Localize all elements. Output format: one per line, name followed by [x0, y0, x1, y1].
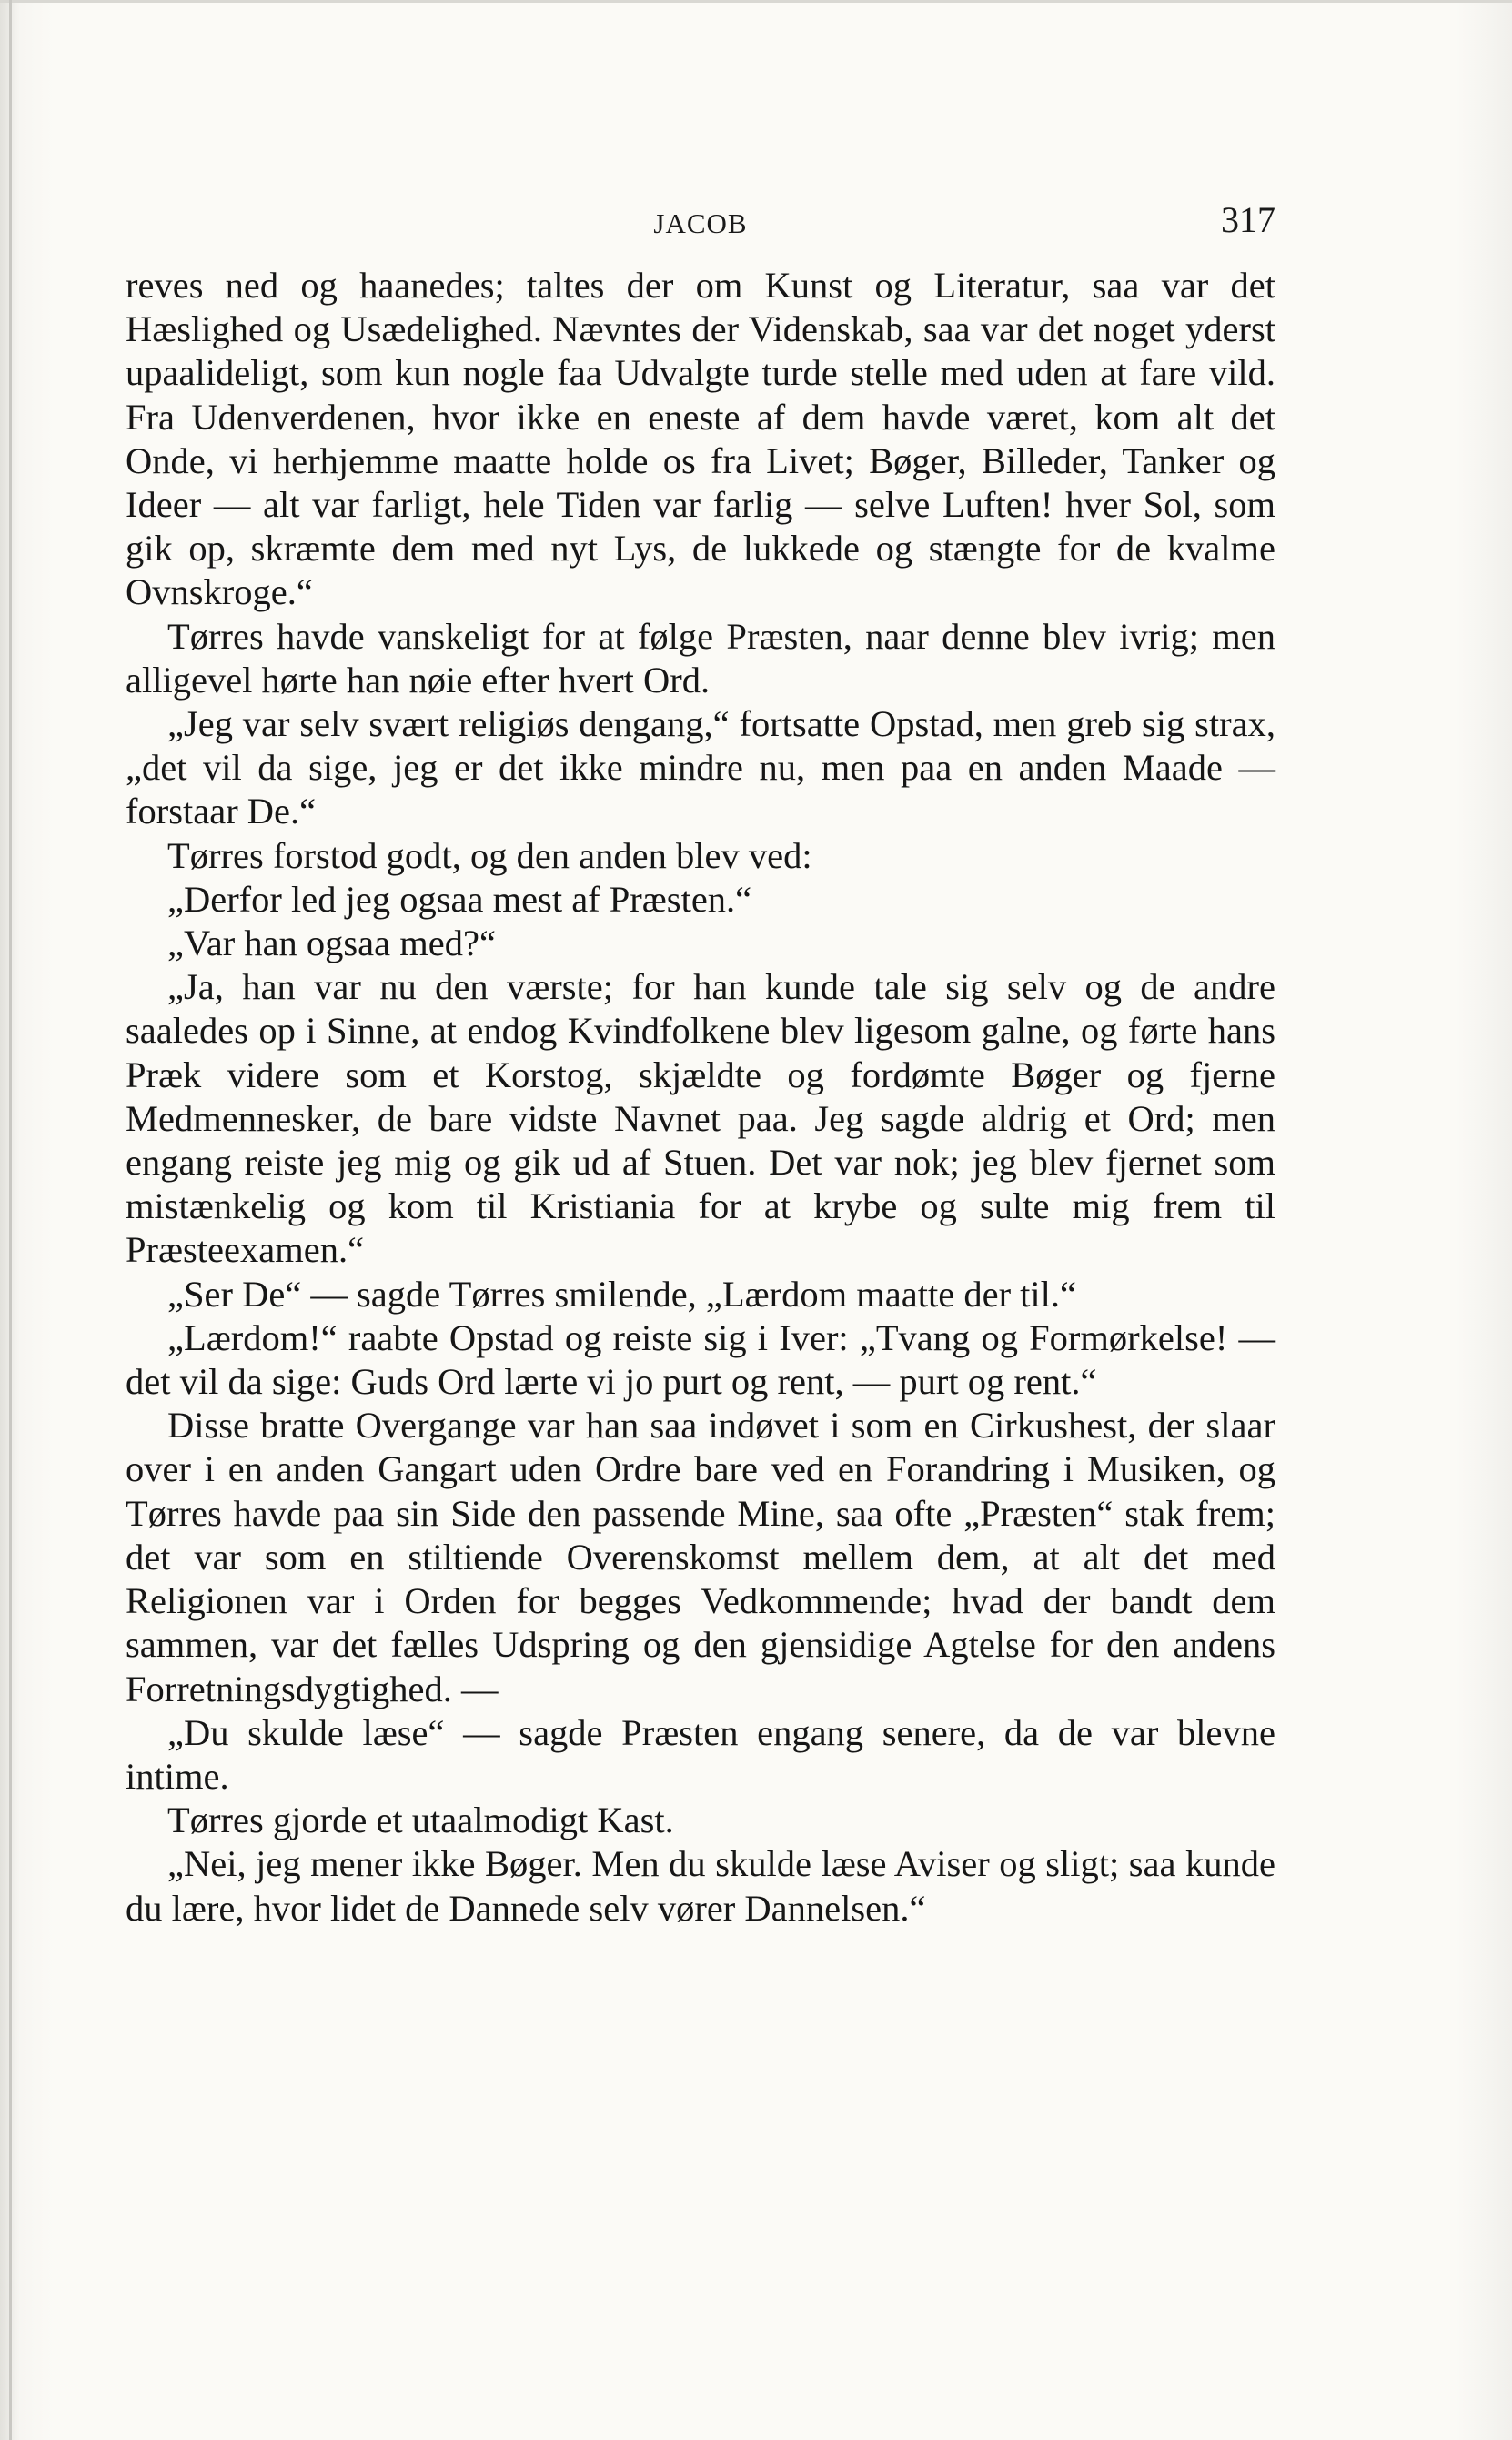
body-text — [126, 264, 1275, 1931]
paragraph: „Ser De“ — sagde Tørres smilende, „Lærdom maatte der til.“ — [167, 1273, 1077, 1315]
running-title: JACOB — [653, 207, 748, 239]
paragraph: Tørres forstod godt, og den anden blev ved: — [167, 834, 812, 876]
page-top-edge — [0, 0, 1512, 3]
paragraph: „Lærdom!“ raabte Opstad og reiste sig i Iver: „Tvang og Formørkelse! — det vil da sige: Guds Ord lærte vi jo purt og rent, — purt og rent.“ — [126, 1316, 1275, 1403]
paragraph: „Nei, jeg mener ikke Bøger. Men du skulde læse Aviser og sligt; saa kunde du lære, hvor lidet de Dannede selv vører Dannelsen.“ — [126, 1843, 1275, 1929]
page-header — [126, 198, 1275, 244]
paragraph: Tørres havde vanskeligt for at følge Præsten, naar denne blev ivrig; men alligevel hørte han nøie efter hvert Ord. — [126, 615, 1275, 701]
paragraph: „Du skulde læse“ — sagde Præsten engang senere, da de var blevne intime. — [126, 1711, 1275, 1797]
paragraph: „Jeg var selv svært religiøs dengang,“ fortsatte Opstad, men greb sig strax, „det vil da sige, jeg er det ikke mindre nu, men paa en anden Maade — forstaar De.“ — [126, 703, 1275, 832]
paragraph: „Derfor led jeg ogsaa mest af Præsten.“ — [167, 878, 752, 920]
paragraph: Tørres gjorde et utaalmodigt Kast. — [167, 1800, 674, 1841]
paragraph: Disse bratte Overgange var han saa indøvet i som en Cirkushest, der slaar over i en anden Gangart uden Ordre bare ved en Forandring i Musiken, og Tørres havde paa sin Side den passende Mine, saa ofte „Præsten“ stak frem; det var som en stiltiende Overenskomst mellem dem, at alt det med Religionen var i Orden for begges Vedkommende; hvad der bandt dem sammen, var det fælles Udspring og den gjensidige Agtelse for den andens Forretningsdygtighed. — — [126, 1405, 1275, 1709]
page-left-edge — [9, 0, 12, 2440]
paragraph: reves ned og haanedes; taltes der om Kunst og Literatur, saa var det Hæslighed og Usædelighed. Nævntes der Videnskab, saa var det noget yderst upaalideligt, som kun nogle faa Udvalgte turde stelle med uden at fare vild. Fra Udenverdenen, hvor ikke en eneste af dem havde været, kom alt det Onde, vi herhjemme maatte holde os fra Livet; Bøger, Billeder, Tanker og Ideer — alt var farligt, hele Tiden var farlig — selve Luften! hver Sol, som gik op, skræmte dem med nyt Lys, de lukkede og stængte for de kvalme Ovnskroge.“ — [126, 265, 1275, 613]
page-number: 317 — [1221, 199, 1275, 240]
paragraph: „Ja, han var nu den værste; for han kunde tale sig selv og de andre saaledes op i Sinne, at endog Kvindfolkene blev ligesom galne, og førte hans Præk videre som et Korstog, skjældte og fordømte Bøger og fjerne Medmennesker, de bare vidste Navnet paa. Jeg sagde aldrig et Ord; men engang reiste jeg mig og gik ud af Stuen. Det var nok; jeg blev fjernet som mistænkelig og kom til Kristiania for at krybe og sulte mig frem til Præsteexamen.“ — [126, 966, 1275, 1271]
paragraph: „Var han ogsaa med?“ — [167, 923, 496, 964]
